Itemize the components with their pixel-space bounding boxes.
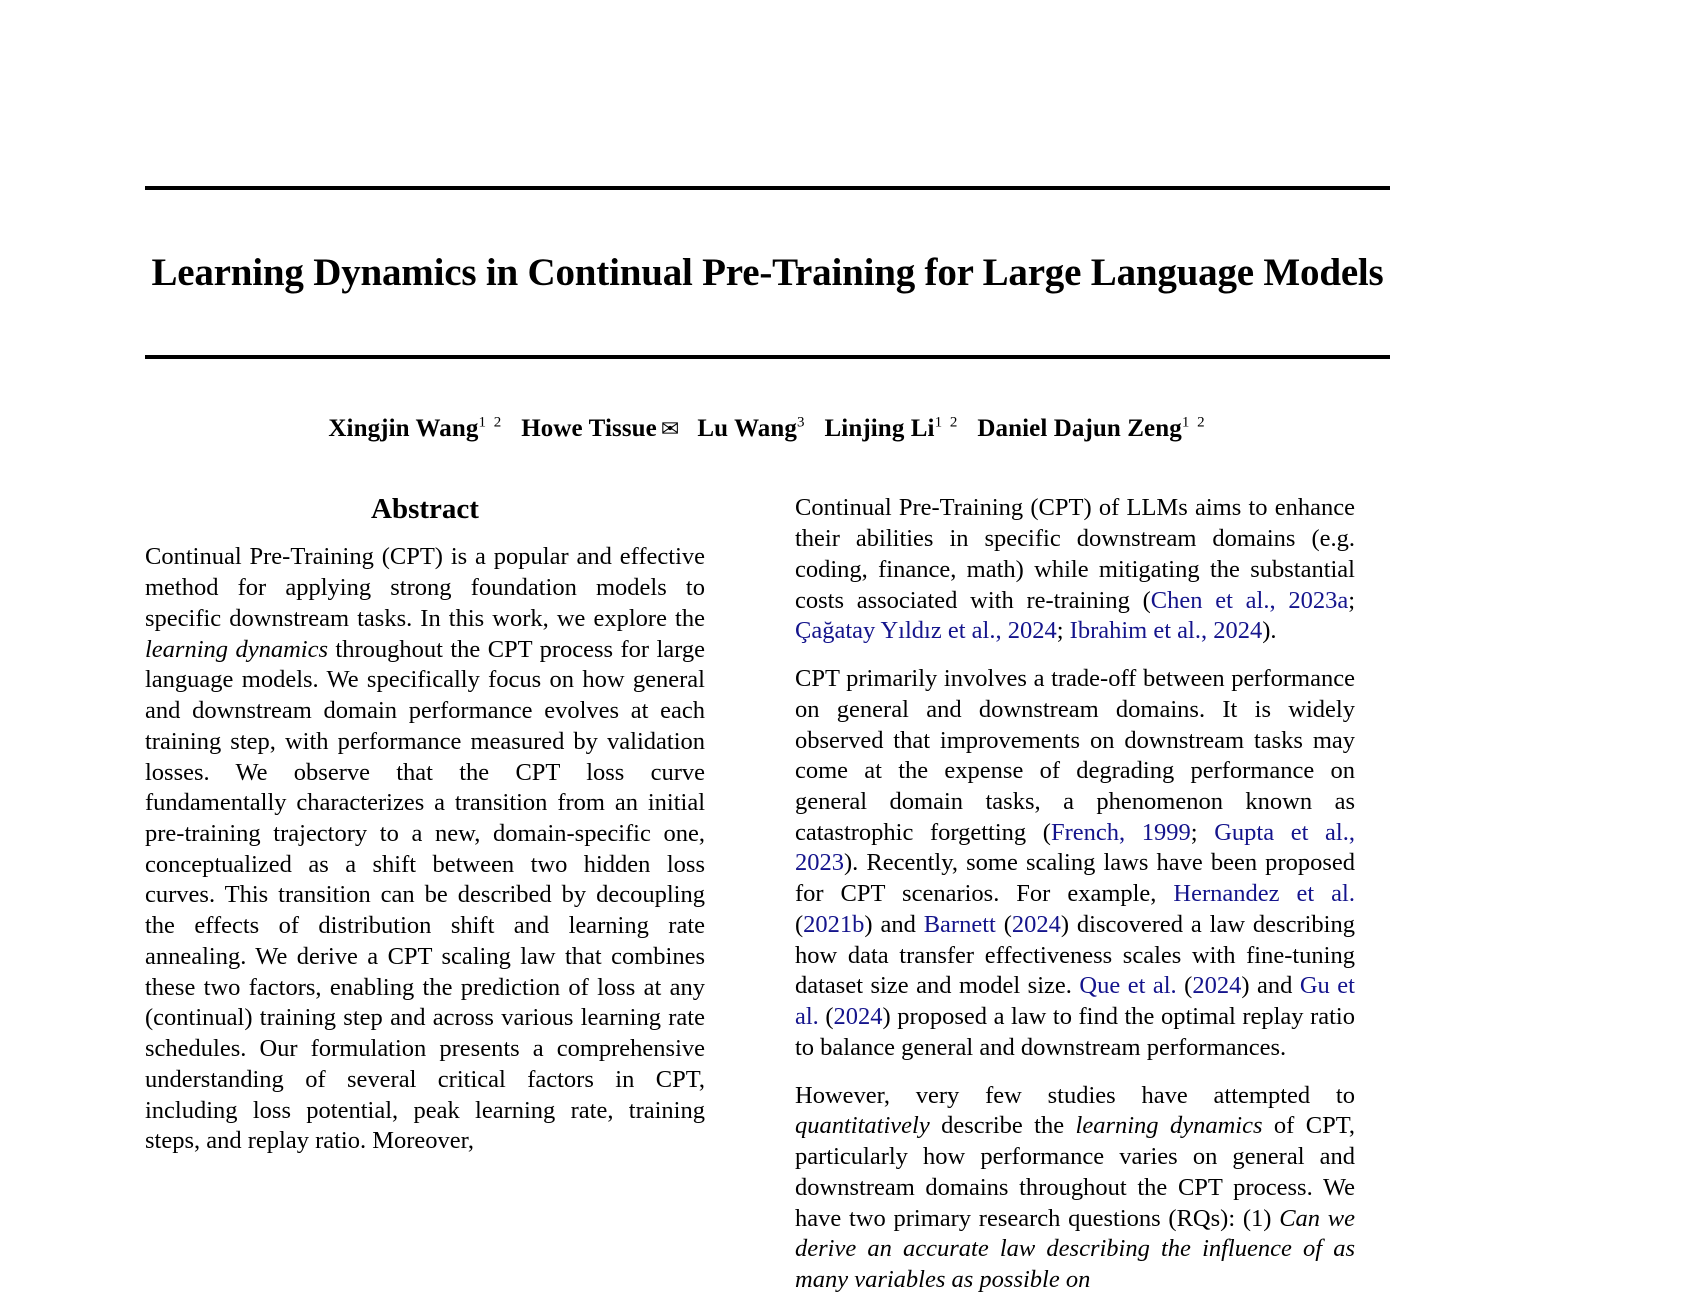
intro-p1-text-2: ; [1348,586,1356,614]
author-1 [521,415,679,442]
citation-link-ibrahim-2024[interactable]: Ibrahim et al., 2024 [1069,617,1263,645]
intro-p1-text-1: Continual Pre-Training (CPT) of LLMs aims to enhance their abilities in specific downstream domains (e.g. coding, finance, math) while mitigating the substantial costs associated with re-training ( [795,494,1355,614]
author-3-affiliation: 1 2 [934,415,960,432]
intro-p3-emphasis-2: learning dynamics [1075,1112,1263,1140]
author-2 [697,415,806,442]
intro-p2-text-1: CPT primarily involves a trade-off between performance on general and downstream domains. It is widely observed that improvements on downstream tasks may come at the expense of degrading performance on general domain tasks, a phenomenon known as catastrophic forgetting ( [795,665,1355,846]
author-4-name: Daniel Dajun Zeng [977,415,1182,443]
intro-p3-text-3: of CPT, particularly how performance varies on general and downstream domains throughout the CPT process. We have two primary research questions (RQs): (1) [795,1112,1355,1232]
intro-p3-emphasis-1: quantitatively [795,1112,930,1140]
intro-p2-text-4: ( [795,910,804,938]
citation-link-barnett[interactable]: Barnett [923,910,996,938]
title-rule-top [145,186,1390,190]
citation-link-french-1999[interactable]: French, 1999 [1050,818,1191,846]
intro-p3-text-2: describe the [929,1112,1076,1140]
intro-p2-text-6: ( [995,910,1012,938]
author-2-name: Lu Wang [697,415,798,443]
author-4 [977,415,1206,442]
author-0 [328,415,503,442]
abstract-paragraph [145,542,705,1157]
intro-p2-text-10: ( [818,1003,834,1031]
intro-paragraph-3 [795,1081,1355,1296]
author-3-name: Linjing Li [824,415,935,443]
author-2-affiliation: 3 [797,415,807,432]
intro-p2-text-2: ; [1190,818,1215,846]
intro-p2-text-8: ( [1176,972,1193,1000]
citation-link-hernandez-2021b[interactable]: 2021b [803,910,865,938]
citation-link-que[interactable]: Que et al. [1079,972,1177,1000]
author-4-affiliation: 1 2 [1181,415,1207,432]
abstract-text-part-1: Continual Pre-Training (CPT) is a popular and effective method for applying strong foundation models to specific downstream tasks. In this work, we explore the [145,543,705,632]
right-column [795,493,1355,1295]
intro-paragraph-1 [795,493,1355,647]
author-0-affiliation: 1 2 [478,415,504,432]
citation-link-gu[interactable]: Gu et al. [795,972,1355,1031]
abstract-emphasis-1: learning dynamics [145,635,328,663]
citation-link-cagatay-yildiz-2024[interactable]: Çağatay Yıldız et al., 2024 [795,617,1057,645]
author-list [145,359,1390,443]
intro-paragraph-2 [795,664,1355,1064]
intro-p3-research-question-1: Can we derive an accurate law describing the influence of as many variables as possible on [795,1204,1355,1293]
intro-p2-text-5: ) and [864,910,924,938]
citation-link-que-2024[interactable]: 2024 [1192,972,1242,1000]
intro-p2-text-3: ). Recently, some scaling laws have been proposed for CPT scenarios. For example, [795,849,1355,908]
abstract-heading: Abstract [371,493,479,526]
paper-page [145,0,1390,1293]
intro-p2-text-7: ) discovered a law describing how data transfer effectiveness scales with fine-tuning dataset size and model size. [795,910,1355,1000]
citation-link-gupta-2023[interactable]: Gupta et al., 2023 [795,818,1355,877]
abstract-text-part-2: throughout the CPT process for large language models. We specifically focus on how general and downstream domain performance evolves at each training step, with performance measured by validation losses. We observe that the CPT loss curve fundamentally characterizes a transition from an initial pre-training trajectory to a new, domain-specific one, conceptualized as a shift between two hidden loss curves. This transition can be described by decoupling the effects of distribution shift and learning rate annealing. We derive a CPT scaling law that combines these two factors, enabling the prediction of loss at any (continual) training step and across various learning rate schedules. Our formulation presents a comprehensive understanding of several critical factors in CPT, including loss potential, peak learning rate, training steps, and replay ratio. Moreover, [145,635,705,1155]
intro-p2-text-9: ) and [1241,972,1300,1000]
citation-link-barnett-2024[interactable]: 2024 [1011,910,1061,938]
citation-link-gu-2024[interactable]: 2024 [833,1003,883,1031]
envelope-icon: ✉ [660,416,680,442]
intro-p1-text-3: ; [1056,617,1070,645]
author-0-name: Xingjin Wang [328,415,479,443]
intro-p3-text-1: However, very few studies have attempted to [795,1081,1355,1109]
author-1-name: Howe Tissue [521,415,657,443]
page-title: Learning Dynamics in Continual Pre-Training for Large Language Models [151,251,1384,295]
citation-link-hernandez[interactable]: Hernandez et al. [1173,880,1355,908]
author-3 [825,415,960,442]
intro-p2-text-11: ) proposed a law to find the optimal replay ratio to balance general and downstream performances. [795,1003,1355,1061]
citation-link-chen-2023a[interactable]: Chen et al., 2023a [1150,586,1349,614]
left-column [145,493,705,1295]
intro-p1-text-4: ). [1262,617,1277,645]
two-column-body [145,443,1390,1295]
